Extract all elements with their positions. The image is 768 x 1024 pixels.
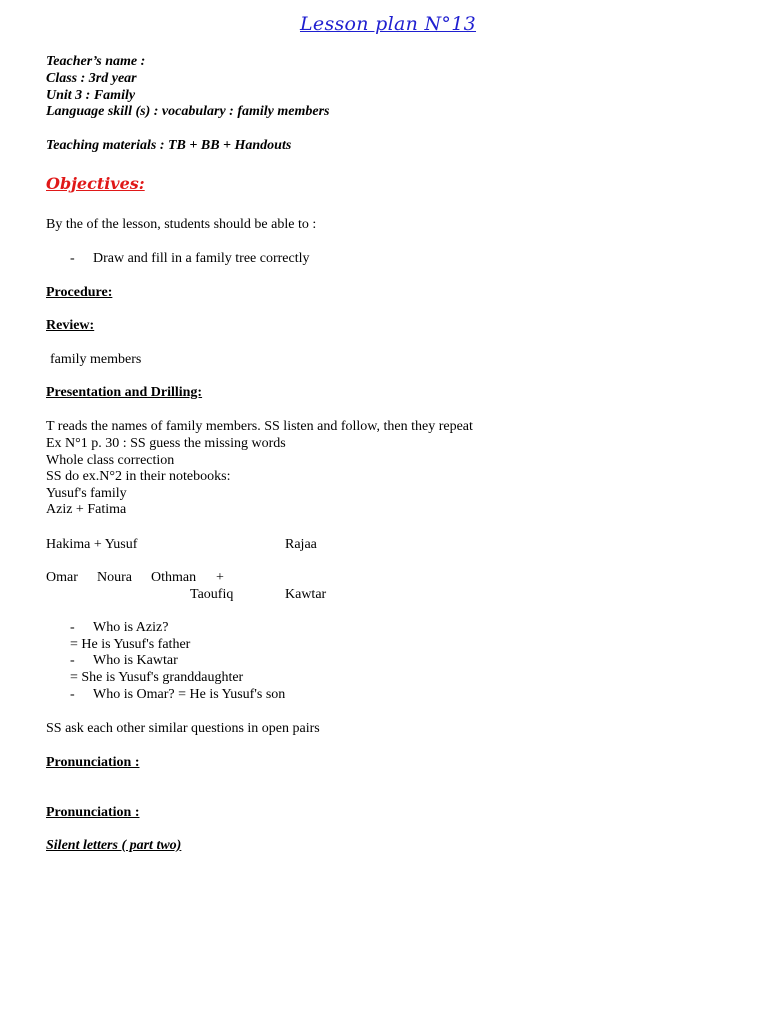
presentation-line: SS do ex.N°2 in their notebooks: <box>46 469 231 484</box>
tree-kawtar: Kawtar <box>285 587 327 602</box>
presentation-line: Aziz + Fatima <box>46 502 127 517</box>
qa-bullet: - <box>70 687 75 702</box>
qa-bullet: - <box>70 620 75 635</box>
objective-bullet: - <box>70 251 75 266</box>
tree-omar: Omar <box>46 570 78 585</box>
qa-bullet: - <box>70 653 75 668</box>
silent-letters-subheading: Silent letters ( part two) <box>46 838 182 853</box>
presentation-line: Whole class correction <box>46 453 175 468</box>
tree-noura: Noura <box>97 570 132 585</box>
teaching-materials-line: Teaching materials : TB + BB + Handouts <box>46 138 292 153</box>
class-line: Class : 3rd year <box>46 71 137 86</box>
tree-othman: Othman <box>151 570 197 585</box>
procedure-heading: Procedure: <box>46 285 113 300</box>
presentation-line: Ex N°1 p. 30 : SS guess the missing words <box>46 436 286 451</box>
unit-line: Unit 3 : Family <box>46 88 136 103</box>
tree-rajaa: Rajaa <box>285 537 317 552</box>
tree-plus: + <box>216 570 224 585</box>
qa-answer: = She is Yusuf's granddaughter <box>70 670 244 685</box>
presentation-line: T reads the names of family members. SS listen and follow, then they repeat <box>46 419 473 434</box>
qa-question: Who is Kawtar <box>93 653 178 668</box>
review-text: family members <box>50 352 142 367</box>
qa-answer: = He is Yusuf's father <box>70 637 191 652</box>
teacher-name: Teacher’s name : <box>46 54 146 69</box>
objectives-intro: By the of the lesson, students should be able to : <box>46 217 317 232</box>
qa-question: Who is Omar? = He is Yusuf's son <box>93 687 286 702</box>
objective-item: Draw and fill in a family tree correctly <box>93 251 310 266</box>
tree-hakima-yusuf: Hakima + Yusuf <box>46 537 138 552</box>
language-skill-line: Language skill (s) : vocabulary : family members <box>46 104 330 119</box>
open-pairs-line: SS ask each other similar questions in open pairs <box>46 721 320 736</box>
pronunciation-heading: Pronunciation : <box>46 805 140 820</box>
presentation-heading: Presentation and Drilling: <box>46 385 203 400</box>
qa-question: Who is Aziz? <box>93 620 169 635</box>
page-title: Lesson plan N°13 <box>299 13 477 35</box>
presentation-line: Yusuf's family <box>46 486 127 501</box>
pronunciation-heading: Pronunciation : <box>46 755 140 770</box>
tree-taoufiq: Taoufiq <box>190 587 234 602</box>
objectives-heading: Objectives: <box>46 174 145 193</box>
review-heading: Review: <box>46 318 95 333</box>
